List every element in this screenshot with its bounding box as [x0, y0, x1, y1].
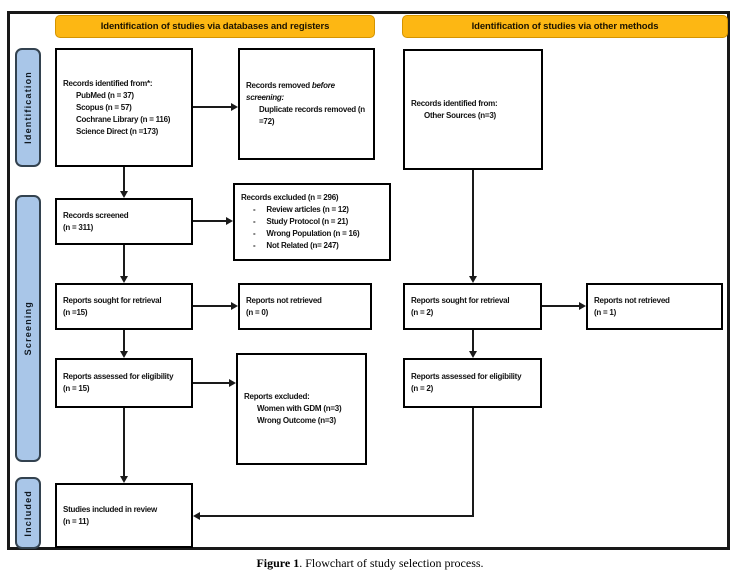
list-item: Wrong Outcome (n=3)	[257, 416, 336, 425]
list-item: Scopus (n = 57)	[76, 102, 132, 112]
box-line1: Records screened	[63, 210, 129, 220]
arrow-assessed-to-excluded-line	[193, 382, 229, 384]
list-item: Cochrane Library (n = 116)	[76, 114, 171, 124]
box-reports-sought-other	[403, 283, 542, 330]
list-item: Science Direct (n =173)	[76, 126, 159, 136]
arrow-identified-to-removed-line	[193, 106, 231, 108]
box-line2: (n = 2)	[411, 307, 434, 317]
header-databases-registers	[55, 15, 375, 38]
stage-screening-label: Screening	[23, 301, 33, 356]
arrow-other-assessed-elbow-vertical	[472, 408, 474, 517]
list-item: PubMed (n = 37)	[76, 90, 134, 100]
list-item: Duplicate records removed (n =72)	[259, 105, 365, 126]
box-title	[246, 80, 369, 104]
box-line1: Reports not retrieved	[594, 295, 670, 305]
box-reports-assessed-other	[403, 358, 542, 408]
arrow-sought-to-assessed-head	[120, 351, 128, 358]
list-item: Other Sources (n=3)	[424, 110, 496, 120]
list-item: - Review articles (n = 12)	[241, 204, 385, 216]
stage-identification	[15, 48, 41, 167]
box-line1: Reports sought for retrieval	[411, 295, 510, 305]
stage-screening	[15, 195, 41, 462]
arrow-sought-to-assessed-line	[123, 330, 125, 351]
figure-caption	[0, 556, 740, 571]
arrow-sought-to-not-retrieved-head	[231, 302, 238, 310]
box-line2: (n = 15)	[63, 384, 90, 393]
box-records-identified	[55, 48, 193, 167]
box-line2: (n =15)	[63, 307, 88, 317]
arrow-other-sought-to-not-retrieved-line	[542, 305, 579, 307]
arrow-identified-to-removed-head	[231, 103, 238, 111]
box-line2: (n = 0)	[246, 307, 269, 317]
arrow-identified-to-screened-head	[120, 191, 128, 198]
arrow-other-assessed-elbow-horizontal	[200, 515, 474, 517]
list-item: - Not Related (n= 247)	[241, 240, 385, 252]
stage-included	[15, 477, 41, 549]
title-italic: before screening:	[246, 81, 335, 102]
arrow-assessed-to-excluded-head	[229, 379, 236, 387]
title-plain: Records removed	[246, 81, 312, 90]
list-item: Women with GDM (n=3)	[257, 404, 342, 413]
list-item: - Wrong Population (n = 16)	[241, 228, 385, 240]
box-line1: Studies included in review	[63, 504, 157, 514]
arrow-other-assessed-to-included-head	[193, 512, 200, 520]
box-line2: (n = 2)	[411, 384, 434, 393]
arrow-other-identified-to-sought-head	[469, 276, 477, 283]
box-line1: Reports sought for retrieval	[63, 295, 162, 305]
header-other-methods	[402, 15, 728, 38]
arrow-other-identified-to-sought-line	[472, 170, 474, 276]
box-records-screened	[55, 198, 193, 245]
list-item: - Study Protocol (n = 21)	[241, 216, 385, 228]
figure-caption-label: Figure 1	[256, 556, 300, 570]
box-records-identified-other	[403, 49, 543, 170]
arrow-screened-to-sought-head	[120, 276, 128, 283]
box-line2: (n = 311)	[63, 222, 93, 232]
box-title: Records excluded (n = 296)	[241, 193, 339, 202]
arrow-sought-to-not-retrieved-line	[193, 305, 231, 307]
box-line2: (n = 1)	[594, 307, 617, 317]
box-line1: Reports assessed for eligibility	[411, 372, 522, 381]
box-studies-included	[55, 483, 193, 548]
box-title: Reports excluded:	[244, 392, 310, 401]
header-other-label: Identification of studies via other methods	[471, 21, 659, 32]
box-reports-excluded	[236, 353, 367, 465]
box-records-excluded	[233, 183, 391, 261]
figure-caption-text: . Flowchart of study selection process.	[299, 556, 484, 570]
box-line1: Reports not retrieved	[246, 295, 322, 305]
arrow-assessed-to-included-head	[120, 476, 128, 483]
box-title: Records identified from:	[411, 98, 498, 108]
box-reports-not-retrieved-other	[586, 283, 723, 330]
box-records-removed	[238, 48, 375, 160]
header-databases-label: Identification of studies via databases and registers	[100, 21, 330, 32]
stage-identification-label: Identification	[23, 71, 33, 144]
box-line2: (n = 11)	[63, 516, 89, 526]
stage-included-label: Included	[23, 489, 33, 537]
arrow-screened-to-excluded-line	[193, 220, 226, 222]
arrow-assessed-to-included-line	[123, 408, 125, 476]
arrow-screened-to-sought-line	[123, 245, 125, 276]
box-title: Records identified from*:	[63, 78, 153, 88]
arrow-screened-to-excluded-head	[226, 217, 233, 225]
arrow-other-sought-to-assessed-head	[469, 351, 477, 358]
box-reports-assessed	[55, 358, 193, 408]
arrow-other-sought-to-assessed-line	[472, 330, 474, 351]
arrow-identified-to-screened-line	[123, 167, 125, 191]
arrow-other-sought-to-not-retrieved-head	[579, 302, 586, 310]
box-line1: Reports assessed for eligibility	[63, 372, 174, 381]
box-reports-sought	[55, 283, 193, 330]
box-reports-not-retrieved	[238, 283, 372, 330]
